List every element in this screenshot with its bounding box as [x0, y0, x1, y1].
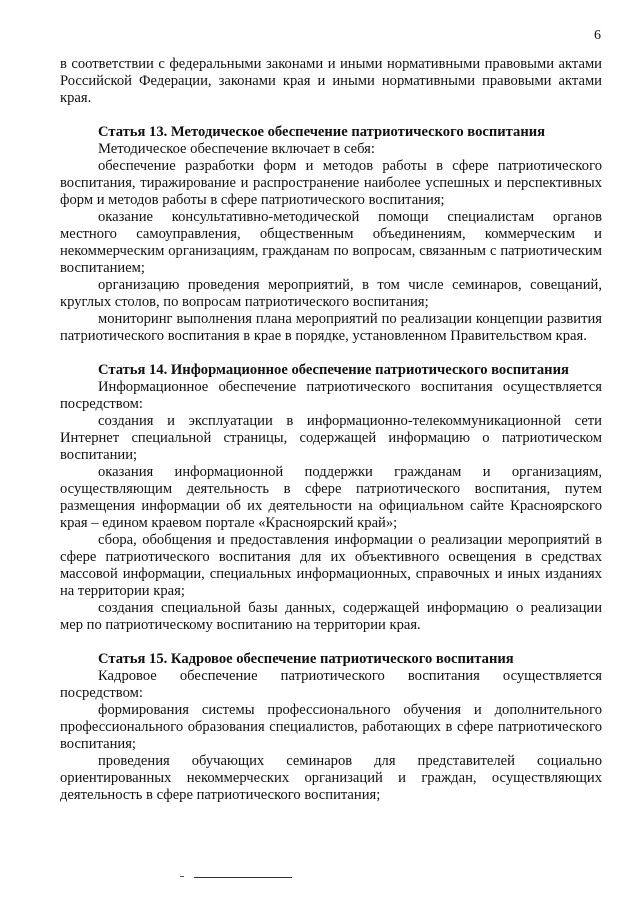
intro-paragraph: в соответствии с федеральными законами и иными нормативными правовыми актами Российской Федерации, законами края и иными нормативными правовыми актами края. [60, 56, 602, 106]
footer-rule [194, 877, 292, 878]
article-13-paragraph: Методическое обеспечение включает в себя: [98, 141, 375, 157]
article-13-paragraph: оказание консультативно-методической помощи специалистам органов местного самоуправления, общественным объединениям, коммерческим и некоммерческим организациям, гражданам по вопросам, связанным с патриотическим воспитанием; [60, 209, 602, 276]
article-14-paragraph: Информационное обеспечение патриотического воспитания осуществляется посредством: [60, 379, 602, 412]
article-15-paragraph: формирования системы профессионального обучения и дополнительного профессионального образования специалистов, работающих в сфере патриотического воспитания; [60, 702, 602, 752]
article-14-paragraph: создания и эксплуатации в информационно-телекоммуникационной сети Интернет специальной страницы, содержащей информацию о патриотическом воспитании; [60, 413, 602, 463]
footer-mark [180, 876, 184, 877]
article-13-paragraph: мониторинг выполнения плана мероприятий по реализации концепции развития патриотического воспитания в крае в порядке, установленном Правительством края. [60, 311, 602, 344]
article-13-paragraph: организацию проведения мероприятий, в том числе семинаров, совещаний, круглых столов, по вопросам патриотического воспитания; [60, 277, 602, 310]
article-14-paragraph: сбора, обобщения и предоставления информации о реализации мероприятий в сфере патриотического воспитания для их объективного освещения в средствах массовой информации, специальных информационных, справочных и иных изданиях на территории края; [60, 532, 602, 599]
article-13-heading: Статья 13. Методическое обеспечение патриотического воспитания [98, 124, 546, 140]
page-number: 6 [594, 28, 601, 43]
article-14-heading: Статья 14. Информационное обеспечение патриотического воспитания [98, 362, 569, 378]
article-15 [60, 651, 602, 804]
article-14 [60, 362, 602, 634]
article-15-paragraph: проведения обучающих семинаров для представителей социально ориентированных некоммерческих организаций и граждан, осуществляющих деятельность в сфере патриотического воспитания; [60, 753, 602, 803]
article-15-heading: Статья 15. Кадровое обеспечение патриотического воспитания [98, 651, 514, 667]
document-body [60, 56, 602, 804]
article-14-paragraph: оказания информационной поддержки гражданам и организациям, осуществляющим деятельность в сфере патриотического воспитания, путем размещения информации об их деятельности на официальном сайте Красноярского края – едином краевом портале «Красноярский край»; [60, 464, 602, 531]
article-14-paragraph: создания специальной базы данных, содержащей информацию о реализации мер по патриотическому воспитанию на территории края. [60, 600, 602, 633]
article-13 [60, 124, 602, 345]
article-13-paragraph: обеспечение разработки форм и методов работы в сфере патриотического воспитания, тиражирование и распространение наиболее успешных и перспективных форм и методов работы в сфере патриотического воспитания; [60, 158, 602, 208]
article-15-paragraph: Кадровое обеспечение патриотического воспитания осуществляется посредством: [60, 668, 602, 701]
